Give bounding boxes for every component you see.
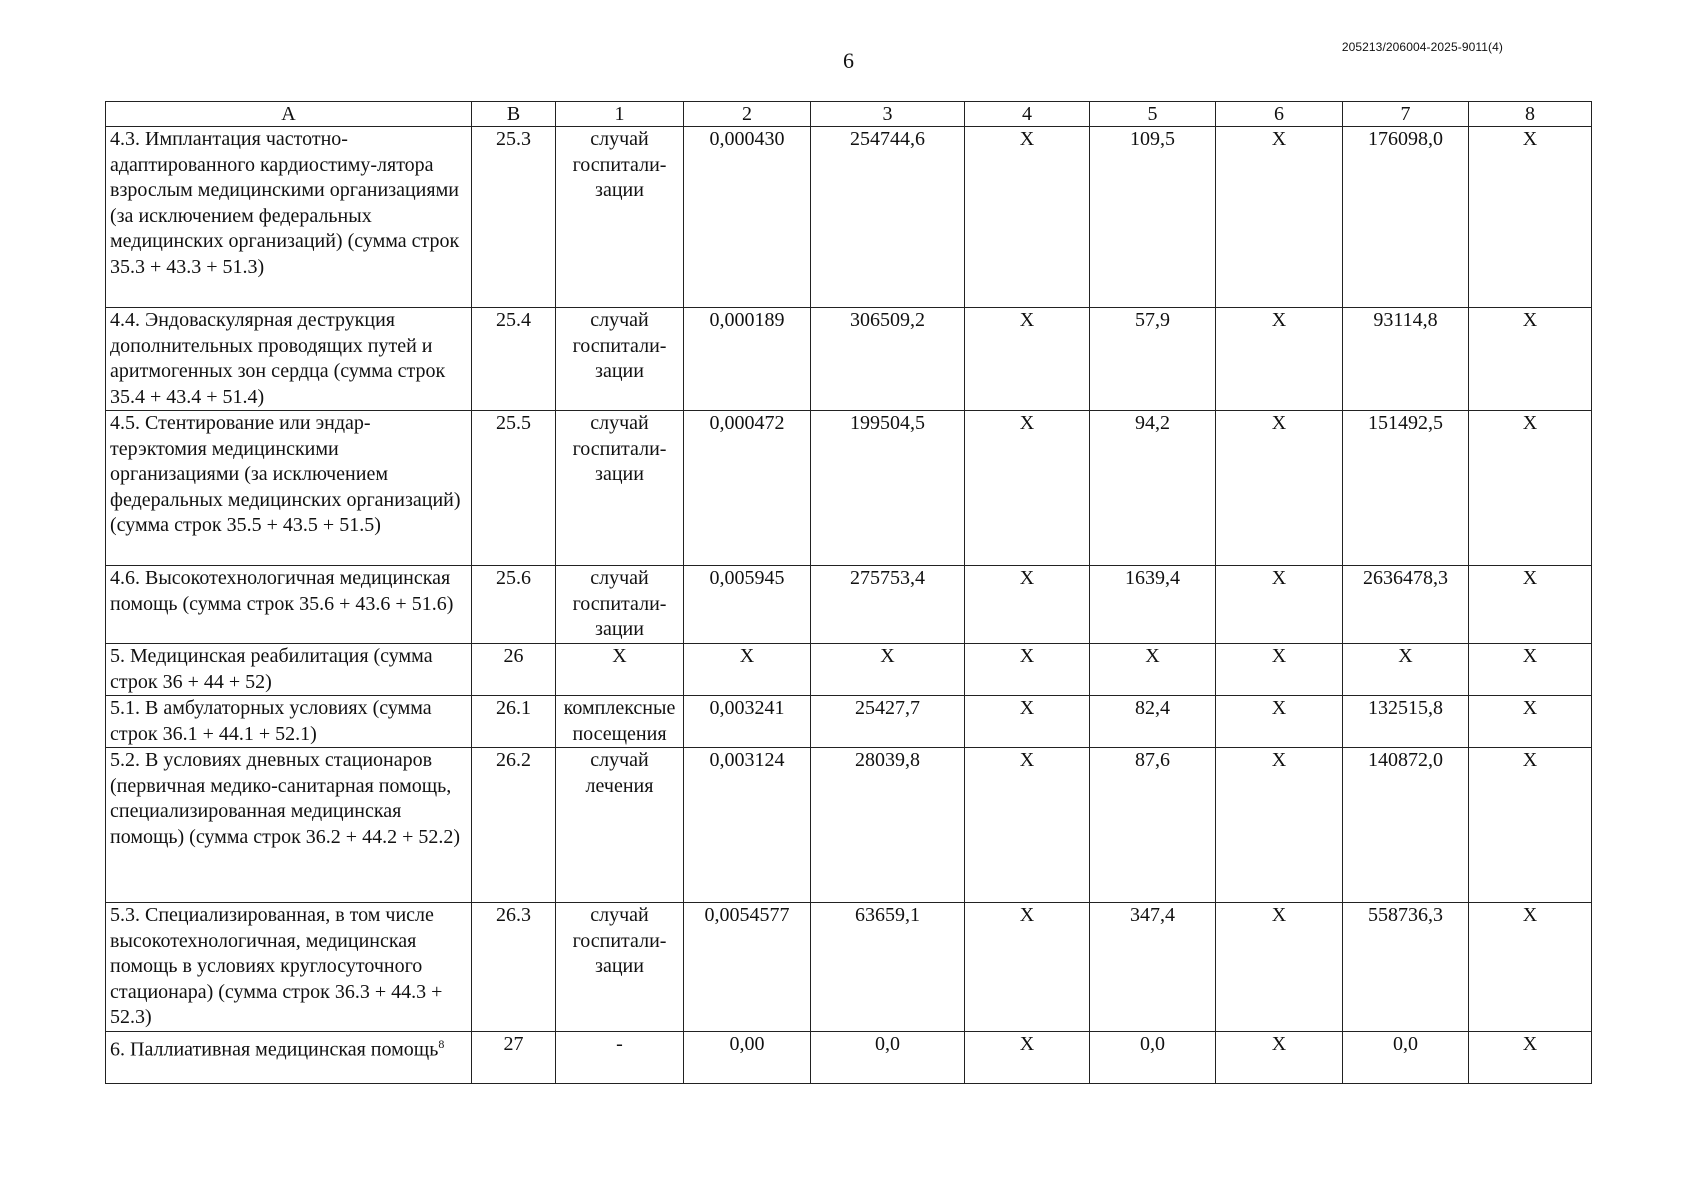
- table-row: [106, 644, 1592, 696]
- unit-cell: -: [556, 1032, 684, 1084]
- value-cell: Х: [1469, 411, 1592, 566]
- unit-cell: случай лечения: [556, 748, 684, 903]
- header-cell: 2: [684, 102, 811, 127]
- code-cell: 27: [472, 1032, 556, 1084]
- header-cell: 3: [811, 102, 965, 127]
- header-row: [106, 102, 1592, 127]
- value-cell: Х: [1216, 308, 1343, 411]
- table-row: [106, 127, 1592, 308]
- value-cell: 558736,3: [1343, 903, 1469, 1032]
- code-cell: 25.5: [472, 411, 556, 566]
- document-id: 205213/206004-2025-9011(4): [1341, 40, 1503, 54]
- value-cell: Х: [1216, 1032, 1343, 1084]
- value-cell: 63659,1: [811, 903, 965, 1032]
- row-name-cell: 4.6. Высокотехнологичная медицинская помощь (сумма строк 35.6 + 43.6 + 51.6): [106, 566, 472, 644]
- row-name-cell: 5.2. В условиях дневных стационаров (первичная медико-санитарная помощь, специализированная медицинская помощь) (сумма строк 36.2 + 44.2 + 52.2): [106, 748, 472, 903]
- header-cell: 4: [965, 102, 1090, 127]
- code-cell: 25.3: [472, 127, 556, 308]
- page-number: 6: [843, 48, 854, 73]
- unit-cell: Х: [556, 644, 684, 696]
- value-cell: Х: [1469, 308, 1592, 411]
- value-cell: 176098,0: [1343, 127, 1469, 308]
- value-cell: Х: [1343, 644, 1469, 696]
- value-cell: Х: [811, 644, 965, 696]
- code-cell: 25.4: [472, 308, 556, 411]
- table-row: [106, 411, 1592, 566]
- value-cell: 0,000189: [684, 308, 811, 411]
- value-cell: Х: [1469, 748, 1592, 903]
- code-cell: 26.1: [472, 696, 556, 748]
- value-cell: Х: [965, 566, 1090, 644]
- value-cell: Х: [1216, 566, 1343, 644]
- row-name-text: 6. Паллиативная медицинская помощь: [110, 1038, 439, 1061]
- value-cell: 93114,8: [1343, 308, 1469, 411]
- value-cell: 151492,5: [1343, 411, 1469, 566]
- value-cell: Х: [965, 644, 1090, 696]
- value-cell: Х: [965, 127, 1090, 308]
- value-cell: 0,003124: [684, 748, 811, 903]
- value-cell: Х: [965, 696, 1090, 748]
- value-cell: 25427,7: [811, 696, 965, 748]
- value-cell: 1639,4: [1090, 566, 1216, 644]
- row-name-cell: 4.3. Имплантация частотно-адаптированного кардиостиму-лятора взрослым медицинскими организациями (за исключением федеральных медицинских организаций) (сумма строк 35.3 + 43.3 + 51.3): [106, 127, 472, 308]
- code-cell: 26.2: [472, 748, 556, 903]
- table-row: [106, 903, 1592, 1032]
- table-row: [106, 308, 1592, 411]
- value-cell: 0,000430: [684, 127, 811, 308]
- value-cell: Х: [1216, 696, 1343, 748]
- row-name-cell: 4.5. Стентирование или эндар-терэктомия медицинскими организациями (за исключением федеральных медицинских организаций) (сумма строк 35.5 + 43.5 + 51.5): [106, 411, 472, 566]
- value-cell: Х: [1216, 748, 1343, 903]
- header-cell: В: [472, 102, 556, 127]
- value-cell: Х: [965, 903, 1090, 1032]
- unit-cell: случай госпитали-зации: [556, 566, 684, 644]
- header-cell: 8: [1469, 102, 1592, 127]
- value-cell: 109,5: [1090, 127, 1216, 308]
- header-cell: 1: [556, 102, 684, 127]
- code-cell: 26.3: [472, 903, 556, 1032]
- value-cell: Х: [1469, 644, 1592, 696]
- table-row: [106, 1032, 1592, 1084]
- value-cell: 2636478,3: [1343, 566, 1469, 644]
- value-cell: 0,0: [1090, 1032, 1216, 1084]
- value-cell: 0,003241: [684, 696, 811, 748]
- value-cell: Х: [1469, 1032, 1592, 1084]
- value-cell: 0,0054577: [684, 903, 811, 1032]
- header-cell: 5: [1090, 102, 1216, 127]
- value-cell: 0,005945: [684, 566, 811, 644]
- unit-cell: комплексные посещения: [556, 696, 684, 748]
- value-cell: Х: [1469, 127, 1592, 308]
- value-cell: Х: [965, 1032, 1090, 1084]
- unit-cell: случай госпитали-зации: [556, 308, 684, 411]
- code-cell: 25.6: [472, 566, 556, 644]
- header-cell: А: [106, 102, 472, 127]
- value-cell: 28039,8: [811, 748, 965, 903]
- unit-cell: случай госпитали-зации: [556, 127, 684, 308]
- value-cell: Х: [1090, 644, 1216, 696]
- row-name-cell: 5.3. Специализированная, в том числе высокотехнологичная, медицинская помощь в условиях круглосуточного стационара) (сумма строк 36.3 + 44.3 + 52.3): [106, 903, 472, 1032]
- value-cell: 306509,2: [811, 308, 965, 411]
- value-cell: 87,6: [1090, 748, 1216, 903]
- header-cell: 6: [1216, 102, 1343, 127]
- value-cell: Х: [1469, 696, 1592, 748]
- value-cell: 82,4: [1090, 696, 1216, 748]
- table-row: [106, 696, 1592, 748]
- value-cell: 0,0: [811, 1032, 965, 1084]
- value-cell: 275753,4: [811, 566, 965, 644]
- value-cell: Х: [1216, 411, 1343, 566]
- value-cell: 0,0: [1343, 1032, 1469, 1084]
- unit-cell: случай госпитали-зации: [556, 411, 684, 566]
- row-name-cell: 5.1. В амбулаторных условиях (сумма строк 36.1 + 44.1 + 52.1): [106, 696, 472, 748]
- value-cell: 0,00: [684, 1032, 811, 1084]
- value-cell: Х: [684, 644, 811, 696]
- value-cell: Х: [965, 308, 1090, 411]
- value-cell: Х: [1469, 903, 1592, 1032]
- value-cell: Х: [1469, 566, 1592, 644]
- value-cell: 347,4: [1090, 903, 1216, 1032]
- value-cell: Х: [1216, 903, 1343, 1032]
- value-cell: 140872,0: [1343, 748, 1469, 903]
- code-cell: 26: [472, 644, 556, 696]
- row-name-cell: 4.4. Эндоваскулярная деструкция дополнительных проводящих путей и аритмогенных зон сердца (сумма строк 35.4 + 43.4 + 51.4): [106, 308, 472, 411]
- data-table: [105, 101, 1592, 1084]
- row-name-cell: [106, 1032, 472, 1084]
- value-cell: 57,9: [1090, 308, 1216, 411]
- value-cell: Х: [1216, 127, 1343, 308]
- value-cell: Х: [965, 748, 1090, 903]
- value-cell: 94,2: [1090, 411, 1216, 566]
- row-name-cell: 5. Медицинская реабилитация (сумма строк 36 + 44 + 52): [106, 644, 472, 696]
- unit-cell: случай госпитали-зации: [556, 903, 684, 1032]
- value-cell: 0,000472: [684, 411, 811, 566]
- table-row: [106, 566, 1592, 644]
- footnote-marker: 8: [438, 1037, 445, 1051]
- value-cell: 254744,6: [811, 127, 965, 308]
- value-cell: Х: [965, 411, 1090, 566]
- header-cell: 7: [1343, 102, 1469, 127]
- value-cell: 132515,8: [1343, 696, 1469, 748]
- value-cell: 199504,5: [811, 411, 965, 566]
- table-row: [106, 748, 1592, 903]
- value-cell: Х: [1216, 644, 1343, 696]
